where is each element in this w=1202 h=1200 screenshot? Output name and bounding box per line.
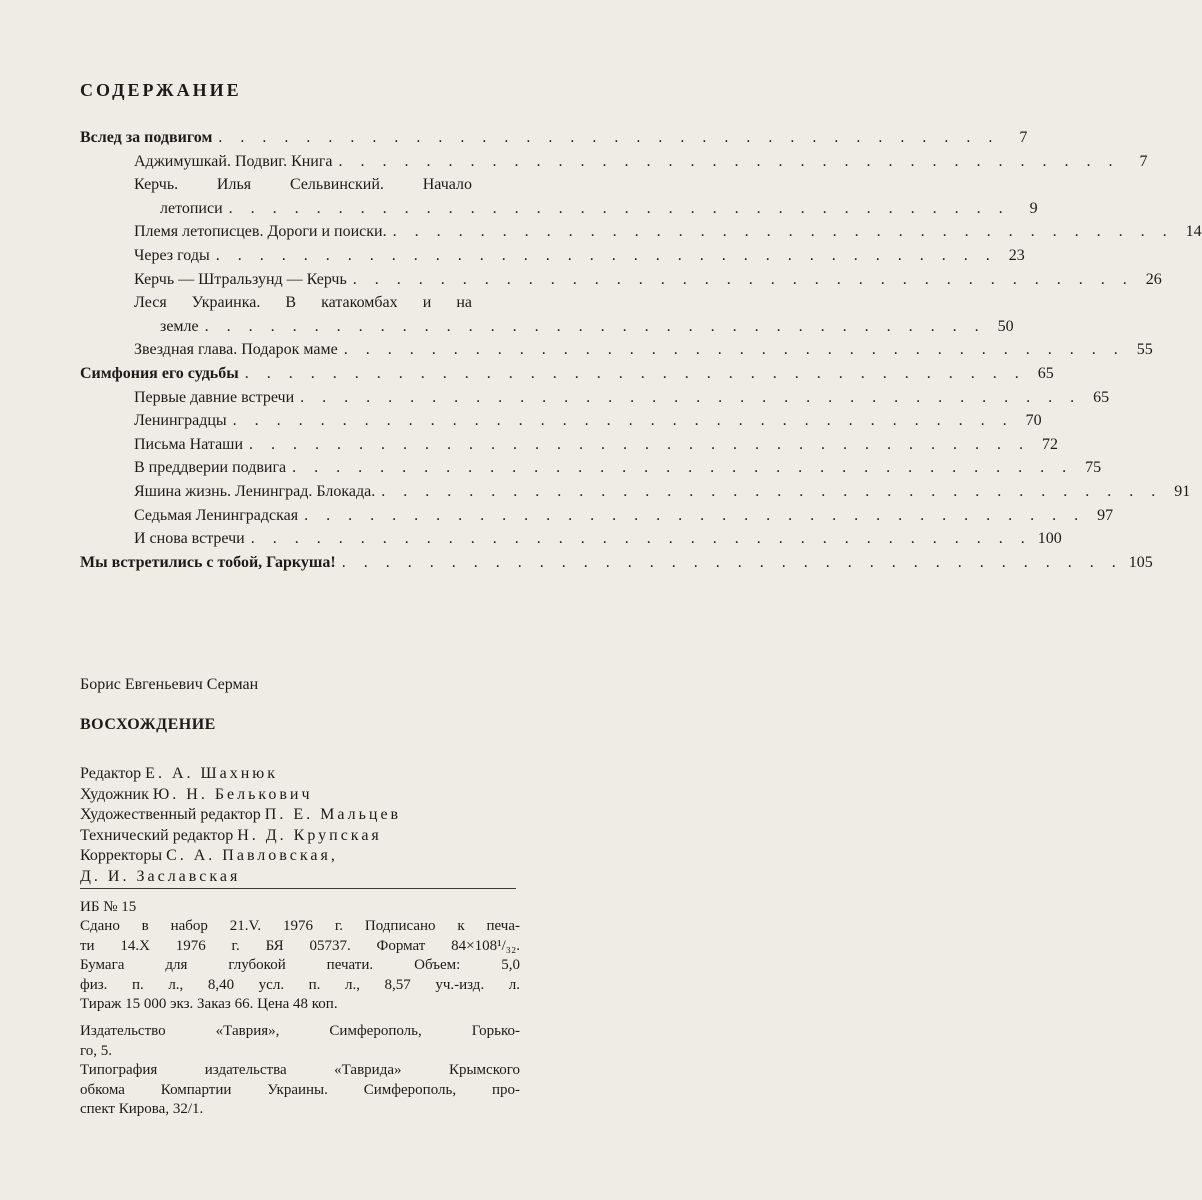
credit-name: Н. Д. Крупская (237, 826, 382, 844)
toc-dot-leader: . . . . . . . . . . . . . . . . . . . . . . . . . . . . . . . . . . . . (232, 412, 1014, 430)
toc-entry-title: Керчь. Илья Сельвинский. Начало (134, 176, 472, 194)
credit-line (80, 846, 401, 867)
imprint-line: Тираж 15 000 экз. Заказ 66. Цена 48 коп. (80, 996, 338, 1013)
toc-page-number: 97 (1097, 506, 1114, 524)
toc-page-number: 7 (1139, 152, 1148, 170)
toc-page-number: 14 (1185, 223, 1202, 241)
toc-entry (80, 197, 1038, 221)
toc-dot-leader: . . . . . . . . . . . . . . . . . . . . . . . . . . . . . . . . . . . . (343, 341, 1125, 359)
imprint-line: спект Кирова, 32/1. (80, 1101, 204, 1118)
toc-entry-title: Через годы (134, 246, 210, 264)
toc-page-number: 105 (1128, 553, 1153, 571)
toc-entry (80, 244, 1025, 268)
credit-name: П. Е. Мальцев (264, 806, 402, 824)
toc-dot-leader: . . . . . . . . . . . . . . . . . . . . . . . . . . . . . . . . . . . . (338, 152, 1120, 170)
toc-dot-leader: . . . . . . . . . . . . . . . . . . . . . . . . . . . . . . . . . . . . (228, 199, 1010, 217)
toc-page-number: 9 (1029, 199, 1038, 217)
credit-name: С. А. Павловская, (166, 847, 338, 865)
toc-page-number: 50 (997, 317, 1014, 335)
toc-entry-title: Яшина жизнь. Ленинград. Блокада. (134, 482, 376, 500)
toc-page-number: 75 (1085, 459, 1102, 477)
toc-entry (80, 504, 1114, 528)
toc-entry-title: Письма Наташи (134, 435, 244, 453)
toc-dot-leader: . . . . . . . . . . . . . . . . . . . . . . . . . . . . . . . . . . . . (250, 530, 1032, 548)
toc-entry-title: Симфония его судьбы (80, 364, 239, 382)
print-info (80, 917, 520, 1014)
toc-page-number: 100 (1037, 530, 1062, 548)
toc-entry-title: летописи (160, 199, 223, 217)
toc-entry (80, 456, 1102, 480)
credit-name: Е. А. Шахнюк (145, 765, 279, 782)
credit-role: Корректоры (80, 847, 167, 865)
credits-block (80, 764, 401, 888)
toc-entry-title: Аджимушкай. Подвиг. Книга (134, 152, 333, 170)
toc-dot-leader: . . . . . . . . . . . . . . . . . . . . . . . . . . . . . . . . . . . . (300, 388, 1082, 406)
toc-entry-title: Мы встретились с тобой, Гаркуша! (80, 553, 336, 571)
toc-page-number: 23 (1008, 246, 1025, 264)
credit-line (80, 764, 401, 785)
toc-dot-leader: . . . . . . . . . . . . . . . . . . . . . . . . . . . . . . . . . . . . (218, 129, 1000, 146)
toc-dot-leader: . . . . . . . . . . . . . . . . . . . . . . . . . . . . . . . . . . . . (381, 482, 1163, 500)
toc-entry-title: В преддверии подвига (134, 459, 287, 477)
toc-page-number: 7 (1019, 129, 1028, 146)
toc-entry-title: Керчь — Штральзунд — Керчь (134, 270, 347, 288)
book-title: ВОСХОЖДЕНИЕ (80, 716, 216, 733)
toc-entry (80, 386, 1110, 410)
toc-dot-leader: . . . . . . . . . . . . . . . . . . . . . . . . . . . . . . . . . . . . (244, 364, 1026, 382)
contents-heading: СОДЕРЖАНИЕ (80, 80, 242, 100)
credit-name: Ю. Н. Белькович (152, 785, 313, 803)
credit-line (80, 805, 401, 826)
toc-entry-title: Первые давние встречи (134, 388, 295, 406)
credit-line (80, 867, 401, 888)
credit-line (80, 785, 401, 806)
credit-name: Д. И. Заславская (80, 867, 241, 885)
toc-entry (80, 362, 1054, 386)
table-of-contents (80, 126, 1202, 574)
toc-entry (80, 409, 1042, 433)
toc-entry (80, 527, 1062, 551)
toc-entry (80, 291, 522, 315)
toc-entry (80, 338, 1153, 362)
toc-entry (80, 220, 1202, 244)
toc-page-number: 91 (1174, 482, 1191, 500)
imprint-line: ти 14.X 1976 г. БЯ 05737. Формат 84×108¹/₃₂. (80, 937, 520, 954)
toc-entry (80, 173, 522, 197)
imprint-line: Сдано в набор 21.V. 1976 г. Подписано к печа- (80, 918, 520, 935)
imprint-line: Издательство «Таврия», Симферополь, Горько- (80, 1023, 520, 1040)
author-name: Борис Евгеньевич Серман (80, 676, 259, 693)
toc-page-number: 55 (1136, 341, 1153, 359)
separator-rule (80, 888, 516, 889)
toc-entry-title: Ленинградцы (134, 412, 227, 430)
toc-dot-leader: . . . . . . . . . . . . . . . . . . . . . . . . . . . . . . . . . . . . (292, 459, 1074, 477)
toc-entry (80, 433, 1059, 457)
toc-entry-title: земле (160, 317, 199, 335)
toc-dot-leader: . . . . . . . . . . . . . . . . . . . . . . . . . . . . . . . . . . . . (392, 223, 1174, 241)
ib-number: ИБ № 15 (80, 899, 137, 915)
printer-info (80, 1061, 520, 1119)
toc-entry (80, 551, 1153, 575)
credit-role: Технический редактор (80, 826, 238, 844)
toc-page-number: 65 (1093, 388, 1110, 406)
toc-page-number: 72 (1042, 435, 1059, 453)
imprint-line: Бумага для глубокой печати. Объем: 5,0 (80, 957, 520, 974)
imprint-line: обкома Компартии Украины. Симферополь, про- (80, 1081, 520, 1098)
toc-entry-title: И снова встречи (134, 530, 245, 548)
toc-entry-title: Вслед за подвигом (80, 129, 213, 146)
toc-dot-leader: . . . . . . . . . . . . . . . . . . . . . . . . . . . . . . . . . . . . (215, 246, 997, 264)
imprint-line: физ. п. л., 8,40 усл. п. л., 8,57 уч.-изд. л. (80, 976, 520, 993)
toc-entry (80, 126, 1028, 150)
imprint-block (80, 898, 520, 1119)
toc-dot-leader: . . . . . . . . . . . . . . . . . . . . . . . . . . . . . . . . . . . . (249, 435, 1031, 453)
toc-entry-title: Леся Украинка. В катакомбах и на (134, 294, 472, 312)
toc-entry-title: Племя летописцев. Дороги и поиски. (134, 223, 387, 241)
toc-dot-leader: . . . . . . . . . . . . . . . . . . . . . . . . . . . . . . . . . . . . (352, 270, 1134, 288)
imprint-line: го, 5. (80, 1042, 113, 1059)
credit-role: Художник (80, 785, 153, 803)
toc-page-number: 26 (1145, 270, 1162, 288)
toc-entry (80, 480, 1191, 504)
publisher-info (80, 1022, 520, 1061)
toc-page-number: 65 (1037, 364, 1054, 382)
toc-dot-leader: . . . . . . . . . . . . . . . . . . . . . . . . . . . . . . . . . . . . (204, 317, 986, 335)
imprint-line: Типография издательства «Таврида» Крымского (80, 1062, 520, 1079)
credit-line (80, 826, 401, 847)
toc-entry (80, 315, 1014, 339)
toc-page-number: 70 (1025, 412, 1042, 430)
toc-entry-title: Звездная глава. Подарок маме (134, 341, 338, 359)
toc-dot-leader: . . . . . . . . . . . . . . . . . . . . . . . . . . . . . . . . . . . . (341, 553, 1123, 571)
toc-entry-title: Седьмая Ленинградская (134, 506, 299, 524)
credit-role: Художественный редактор (80, 806, 265, 824)
toc-entry (80, 268, 1162, 292)
credit-role: Редактор (80, 765, 146, 782)
toc-entry (80, 150, 1148, 174)
toc-dot-leader: . . . . . . . . . . . . . . . . . . . . . . . . . . . . . . . . . . . . (304, 506, 1086, 524)
